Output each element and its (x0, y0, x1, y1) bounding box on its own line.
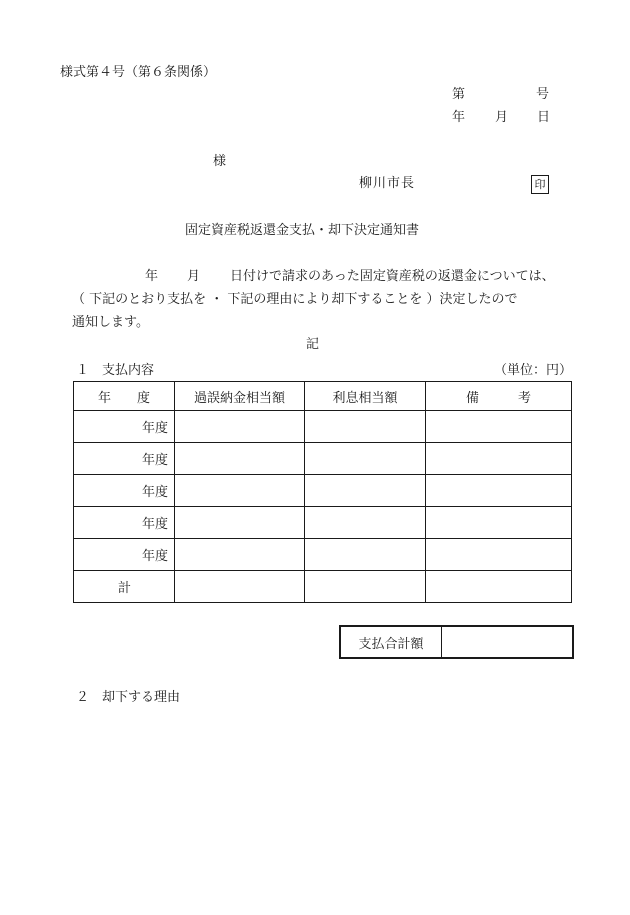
table-header-row (74, 382, 572, 411)
row-interest-cell (305, 507, 426, 539)
date-month: 月 (495, 110, 509, 125)
row-overpayment-cell (175, 475, 305, 507)
body-line-3: 通知します。 (72, 315, 149, 330)
body-line-2: （ 下記のとおり支払を ・ 下記の理由により却下することを ）決定したので (72, 292, 518, 307)
row-remarks-cell (426, 539, 572, 571)
row-remarks-cell (426, 443, 572, 475)
row-remarks-cell (426, 411, 572, 443)
header-overpayment: 過誤納金相当額 (175, 382, 305, 411)
payment-total-label: 支払合計額 (341, 627, 442, 657)
total-interest-cell (305, 571, 426, 603)
row-interest-cell (305, 539, 426, 571)
row-interest-cell (305, 443, 426, 475)
doc-number-go: 号 (536, 87, 550, 102)
total-label-cell: 計 (74, 571, 175, 603)
header-remarks: 備 考 (426, 382, 572, 411)
table-row (74, 539, 572, 571)
payment-total-box (339, 625, 574, 659)
header-fiscal-year: 年 度 (74, 382, 175, 411)
body-month: 月 (187, 269, 201, 284)
doc-number-dai: 第 (452, 87, 466, 102)
row-remarks-cell (426, 475, 572, 507)
row-overpayment-cell (175, 411, 305, 443)
header-interest: 利息相当額 (305, 382, 426, 411)
body-year: 年 (145, 269, 159, 284)
row-year-cell: 年度 (74, 507, 175, 539)
section-2-heading: ２ 却下する理由 (76, 690, 181, 705)
total-overpayment-cell (175, 571, 305, 603)
table-row (74, 475, 572, 507)
row-overpayment-cell (175, 443, 305, 475)
body-line-1: 日付けで請求のあった固定資産税の返還金については、 (230, 269, 555, 284)
total-remarks-cell (426, 571, 572, 603)
table-total-row (74, 571, 572, 603)
row-overpayment-cell (175, 539, 305, 571)
row-year-cell: 年度 (74, 475, 175, 507)
table-row (74, 443, 572, 475)
table-row (74, 507, 572, 539)
issuer-name: 柳川市長 (359, 176, 416, 191)
seal-mark: 印 (531, 175, 549, 194)
date-day: 日 (537, 110, 551, 125)
row-year-cell: 年度 (74, 539, 175, 571)
row-year-cell: 年度 (74, 411, 175, 443)
ki-heading: 記 (306, 337, 320, 352)
payment-table (73, 381, 572, 603)
table-row (74, 411, 572, 443)
row-remarks-cell (426, 507, 572, 539)
row-overpayment-cell (175, 507, 305, 539)
date-year: 年 (452, 110, 466, 125)
payment-total-value (442, 627, 572, 657)
row-interest-cell (305, 475, 426, 507)
form-number-header: 様式第４号（第６条関係） (60, 65, 217, 80)
row-year-cell: 年度 (74, 443, 175, 475)
recipient-sama: 様 (213, 154, 227, 169)
section-1-heading: １ 支払内容 (76, 363, 155, 378)
row-interest-cell (305, 411, 426, 443)
unit-label: （単位：円） (494, 363, 573, 378)
document-title: 固定資産税返還金支払・却下決定通知書 (185, 223, 420, 238)
